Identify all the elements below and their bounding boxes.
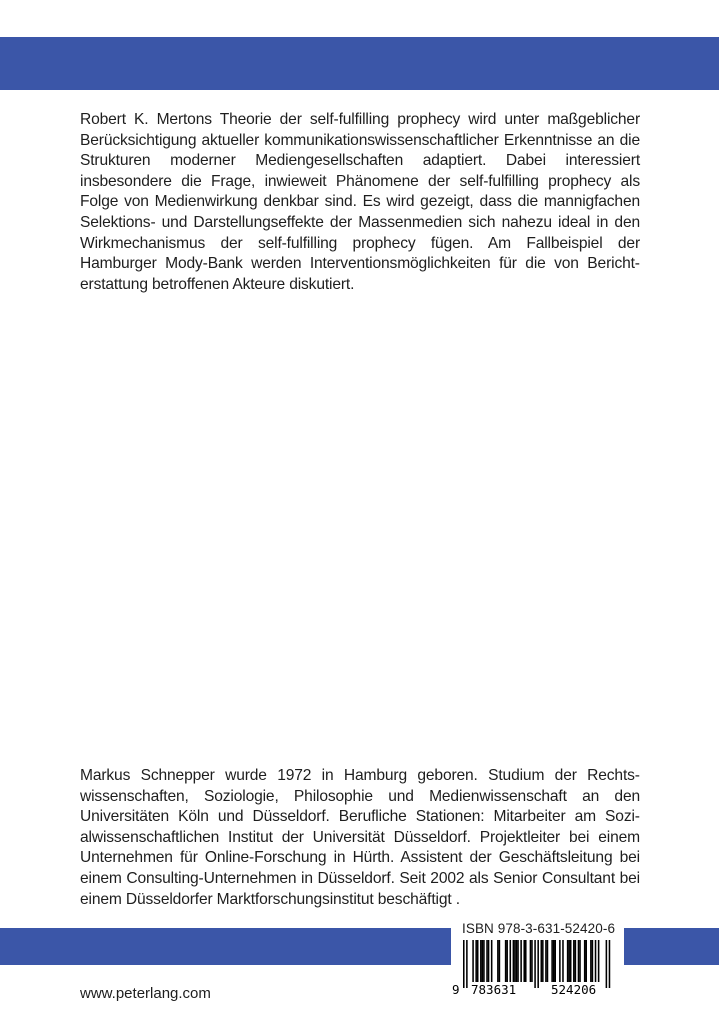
barcode-bar: [523, 940, 525, 982]
barcode-bar: [537, 940, 539, 988]
barcode-bar: [567, 940, 569, 982]
barcode-bar: [525, 940, 527, 982]
barcode-bar: [514, 940, 516, 982]
barcode-bar: [475, 940, 477, 982]
barcode-bar: [568, 940, 570, 982]
barcode-bar: [592, 940, 594, 982]
barcode-bar: [488, 940, 490, 982]
barcode-left-digits: 783631: [471, 982, 517, 997]
barcode-bar: [570, 940, 572, 982]
barcode-bar: [606, 940, 608, 988]
barcode-bar: [497, 940, 499, 982]
author-bio: Markus Schnepper wurde 1972 in Hamburg geboren. Studium der Rechtswissenschaften, Soziologie, Philosophie und Medienwissenschaft an den Universitäten Köln und Düsseldorf. Berufliche Stationen: Mitarbeiter am Sozialwissenschaftlichen Institut der Universität Düsseldorf. Projektleiter bei einem Unternehmen für Online-Forschung in Hürth. Assistent der Geschäftsleitung bei einem Consulting-Unternehmen in Düsseldorf. Seit 2002 als Senior Consultant bei einem Düsseldorfer Marktforschungsinstitut beschäftigt .: [80, 767, 640, 908]
barcode-bar: [554, 940, 556, 982]
barcode-bar: [595, 940, 597, 982]
top-color-band: [0, 37, 719, 90]
barcode-bar: [499, 940, 501, 982]
barcode-bar: [530, 940, 532, 982]
isbn-barcode: [451, 940, 624, 997]
barcode-bar: [547, 940, 549, 982]
barcode-bar: [609, 940, 611, 988]
book-blurb: Robert K. Mertons Theorie der self-fulfilling prophecy wird unter maßgeblicher Berücksichtigung aktueller kommunikationswissenschaftlicher Erkenntnisse an die Strukturen moderner Mediengesellschaften adaptiert. Dabei interessiert insbesondere die Frage, inwieweit Phänomene der self-fulfilling prophecy als Folge von Medienwirkung denkbar sind. Es wird gezeigt, dass die mannigfachen Selektions- und Darstellungseffekte der Massenmedien sich nahezu ideal in den Wirkmechanismus der self-fulfilling prophecy fügen. Am Fallbeispiel der Hamburger Mody-Bank werden Interventionsmöglichkeiten für die von Berichterstattung betroffenen Akteure diskutiert.: [80, 111, 640, 293]
barcode-bar: [542, 940, 544, 982]
barcode-bar: [517, 940, 519, 982]
barcode-bar: [482, 940, 484, 982]
barcode-bar: [578, 940, 580, 982]
barcode-bar: [505, 940, 507, 982]
barcode-bar: [480, 940, 482, 982]
barcode-bar: [573, 940, 575, 982]
barcode-bar: [590, 940, 592, 982]
barcode-bar: [516, 940, 518, 982]
publisher-website: www.peterlang.com: [80, 985, 211, 1002]
barcode-bar: [562, 940, 564, 982]
barcode-bar: [483, 940, 485, 982]
barcode-bar: [506, 940, 508, 982]
barcode-bar: [510, 940, 512, 982]
barcode-bar: [491, 940, 493, 982]
barcode-bar: [520, 940, 522, 982]
barcode-bar: [541, 940, 543, 982]
barcode-bar: [545, 940, 547, 982]
barcode-bar: [598, 940, 600, 982]
barcode-bar: [513, 940, 515, 982]
barcode-right-digits: 524206: [551, 982, 597, 997]
isbn-label: ISBN 978-3-631-52420-6: [462, 921, 616, 936]
barcode-bar: [531, 940, 533, 982]
barcode-bar: [579, 940, 581, 982]
barcode-bar: [559, 940, 561, 982]
barcode-bar: [585, 940, 587, 982]
barcode-bar: [575, 940, 577, 982]
isbn-block: [451, 920, 624, 997]
barcode-bar: [486, 940, 488, 982]
barcode-bar: [551, 940, 553, 982]
barcode-bar: [534, 940, 536, 988]
barcode-bar: [477, 940, 479, 982]
barcode-bar: [463, 940, 465, 988]
barcode-bar: [553, 940, 555, 982]
barcode-bar: [472, 940, 474, 982]
barcode-bar: [584, 940, 586, 982]
barcode-first-digit: 9: [452, 982, 460, 997]
barcode-bar: [466, 940, 468, 988]
barcode-bars: [463, 940, 610, 988]
